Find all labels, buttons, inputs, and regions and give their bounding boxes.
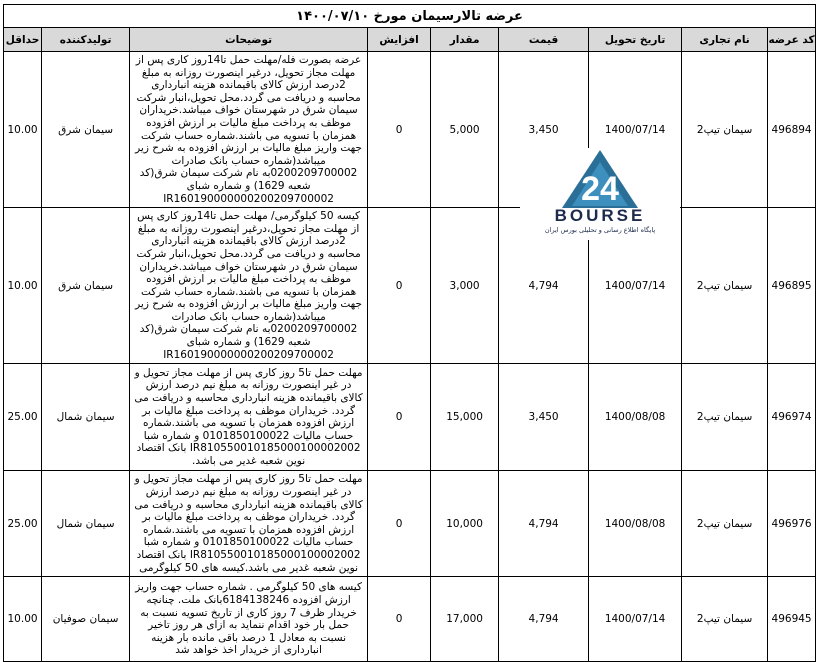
cell-trade-name: سیمان تیپ2 xyxy=(682,208,768,364)
cell-quantity: 3,000 xyxy=(431,208,499,364)
cell-trade-name: سیمان تیپ2 xyxy=(682,471,768,577)
cell-quantity: 10,000 xyxy=(431,471,499,577)
logo-tagline: پایگاه اطلاع رسانی و تحلیلی بورس ایران xyxy=(544,226,656,234)
cell-quantity: 17,000 xyxy=(431,577,499,662)
cell-description: مهلت حمل تا5 روز کاری پس از مهلت مجاز تحویل و در غیر اینصورت روزانه به مبلغ نیم درصد ارزش کالای باقیمانده هزینه انبارداری محاسبه و دریافت می گردد. خریداران موظف به پرداخت مبلغ مالیات بر ارزش افزوده همزمان با تسویه می باشند.شماره حساب مالیات 0101850100022 و شماره شبا IR810550010185000100002002 بانک اقتصاد نوین شعبه غدیر می باشد. xyxy=(130,364,368,471)
table-row xyxy=(4,577,816,662)
cell-minimum: 25.00 xyxy=(4,471,42,577)
cell-delivery-date: 1400/07/14 xyxy=(589,208,682,364)
cell-price: 4,794 xyxy=(499,577,589,662)
cell-trade-name: سیمان تیپ2 xyxy=(682,52,768,208)
cell-producer: سیمان شمال xyxy=(42,364,130,471)
cell-minimum: 10.00 xyxy=(4,577,42,662)
cell-delivery-date: 1400/08/08 xyxy=(589,471,682,577)
header-minimum: حداقل xyxy=(4,28,42,52)
cell-delivery-date: 1400/08/08 xyxy=(589,364,682,471)
cell-minimum: 10.00 xyxy=(4,52,42,208)
cell-delivery-date: 1400/07/14 xyxy=(589,52,682,208)
cell-producer: سیمان صوفیان xyxy=(42,577,130,662)
cell-description: عرضه بصورت فله/مهلت حمل تا14روز کاری پس از مهلت مجاز تحویل، درغیر اینصورت روزانه به مبلغ 2درصد ارزش کالای باقیمانده هزینه انبارداری محاسبه و دریافت می گردد.محل تحویل،انبار شرکت سیمان شرق در شهرستان خواف میباشد.خریداران موظف به پرداخت مبلغ مالیات بر ارزش افزوده همزمان با تسویه می باشند.شماره حساب شرکت جهت واریز مبلغ مالیات بر ارزش افزوده به شرح زیر میباشد(شماره حساب بانک صادرات 0200209700002به نام شرکت سیمان شرق(کد شعبه 1629) و شماره شبای IR160190000000200209700002 xyxy=(130,52,368,208)
cell-price: 4,794 xyxy=(499,471,589,577)
cell-quantity: 5,000 xyxy=(431,52,499,208)
cell-increase: 0 xyxy=(368,208,431,364)
cell-price: 3,450 xyxy=(499,364,589,471)
cell-trade-name: سیمان تیپ2 xyxy=(682,364,768,471)
cell-increase: 0 xyxy=(368,471,431,577)
cell-producer: سیمان شرق xyxy=(42,52,130,208)
cell-code: 496895 xyxy=(768,208,816,364)
header-row xyxy=(4,28,816,52)
cell-increase: 0 xyxy=(368,52,431,208)
cell-code: 496974 xyxy=(768,364,816,471)
logo-number: 24 xyxy=(581,170,619,208)
cell-producer: سیمان شمال xyxy=(42,471,130,577)
cell-trade-name: سیمان تیپ2 xyxy=(682,577,768,662)
logo-brand-text: BOURSE xyxy=(554,206,646,225)
table-title: عرضه تالارسیمان مورخ ۱۴۰۰/۰۷/۱۰ xyxy=(4,5,816,28)
header-trade-name: نام تجاری xyxy=(682,28,768,52)
cell-quantity: 15,000 xyxy=(431,364,499,471)
header-price: قیمت xyxy=(499,28,589,52)
header-code: کد عرضه xyxy=(768,28,816,52)
table-row xyxy=(4,208,816,364)
header-quantity: مقدار xyxy=(431,28,499,52)
cell-producer: سیمان شرق xyxy=(42,208,130,364)
header-delivery-date: تاریخ تحویل xyxy=(589,28,682,52)
header-increase: افزایش xyxy=(368,28,431,52)
table-row xyxy=(4,364,816,471)
cell-description: کیسه های 50 کیلوگرمی . شماره حساب جهت واریز ارزش افزوده 6184138246بانک ملت. چنانچه خریدار ظرف 7 روز کاری از تاریخ تسویه نسبت به حمل بار خود اقدام ننماید به ازای هر روز تاخیر نسبت به معادل 1 درصد باقی مانده بار هزینه انبارداری از خریدار اخذ خواهد شد xyxy=(130,577,368,662)
offering-table xyxy=(3,4,816,662)
cell-increase: 0 xyxy=(368,577,431,662)
bourse24-watermark-logo xyxy=(520,148,680,240)
cell-description: مهلت حمل تا5 روز کاری پس از مهلت مجاز تحویل و در غیر اینصورت روزانه به مبلغ نیم درصد ارزش کالای باقیمانده هزینه انبارداری محاسبه و دریافت می گردد. خریداران موظف به پرداخت مبلغ مالیات بر ارزش افزوده همزمان با تسویه می باشند.شماره حساب مالیات 0101850100022 و شماره شبا IR810550010185000100002002 بانک اقتصاد نوین شعبه غدیر می باشد.کیسه های 50 کیلوگرمی xyxy=(130,471,368,577)
table-row xyxy=(4,52,816,208)
header-description: توضیحات xyxy=(130,28,368,52)
cell-price: 4,794 xyxy=(499,208,589,364)
cell-minimum: 25.00 xyxy=(4,364,42,471)
table-row xyxy=(4,471,816,577)
cell-delivery-date: 1400/07/14 xyxy=(589,577,682,662)
cell-price: 3,450 xyxy=(499,52,589,208)
cell-description: کیسه 50 کیلوگرمی/ مهلت حمل تا14روز کاری پس از مهلت مجاز تحویل،درغیر اینصورت روزانه به مبلغ 2درصد ارزش کالای باقیمانده هزینه انبارداری محاسبه و دریافت می گردد.محل تحویل،انبار شرکت سیمان شرق در شهرستان خواف میباشد.خریداران موظف به پرداخت مبلغ مالیات بر ارزش افزوده همزمان با تسویه می باشند.شماره حساب شرکت جهت واریز مبلغ مالیات بر ارزش افزوده به شرح زیر میباشد(شماره حساب بانک صادرات 0200209700002به نام شرکت سیمان شرق(کد شعبه 1629) و شماره شبای IR160190000000200209700002 xyxy=(130,208,368,364)
cell-code: 496894 xyxy=(768,52,816,208)
cell-code: 496945 xyxy=(768,577,816,662)
cell-minimum: 10.00 xyxy=(4,208,42,364)
cell-code: 496976 xyxy=(768,471,816,577)
bourse24-emblem-icon xyxy=(520,148,680,208)
cell-increase: 0 xyxy=(368,364,431,471)
header-producer: تولیدکننده xyxy=(42,28,130,52)
